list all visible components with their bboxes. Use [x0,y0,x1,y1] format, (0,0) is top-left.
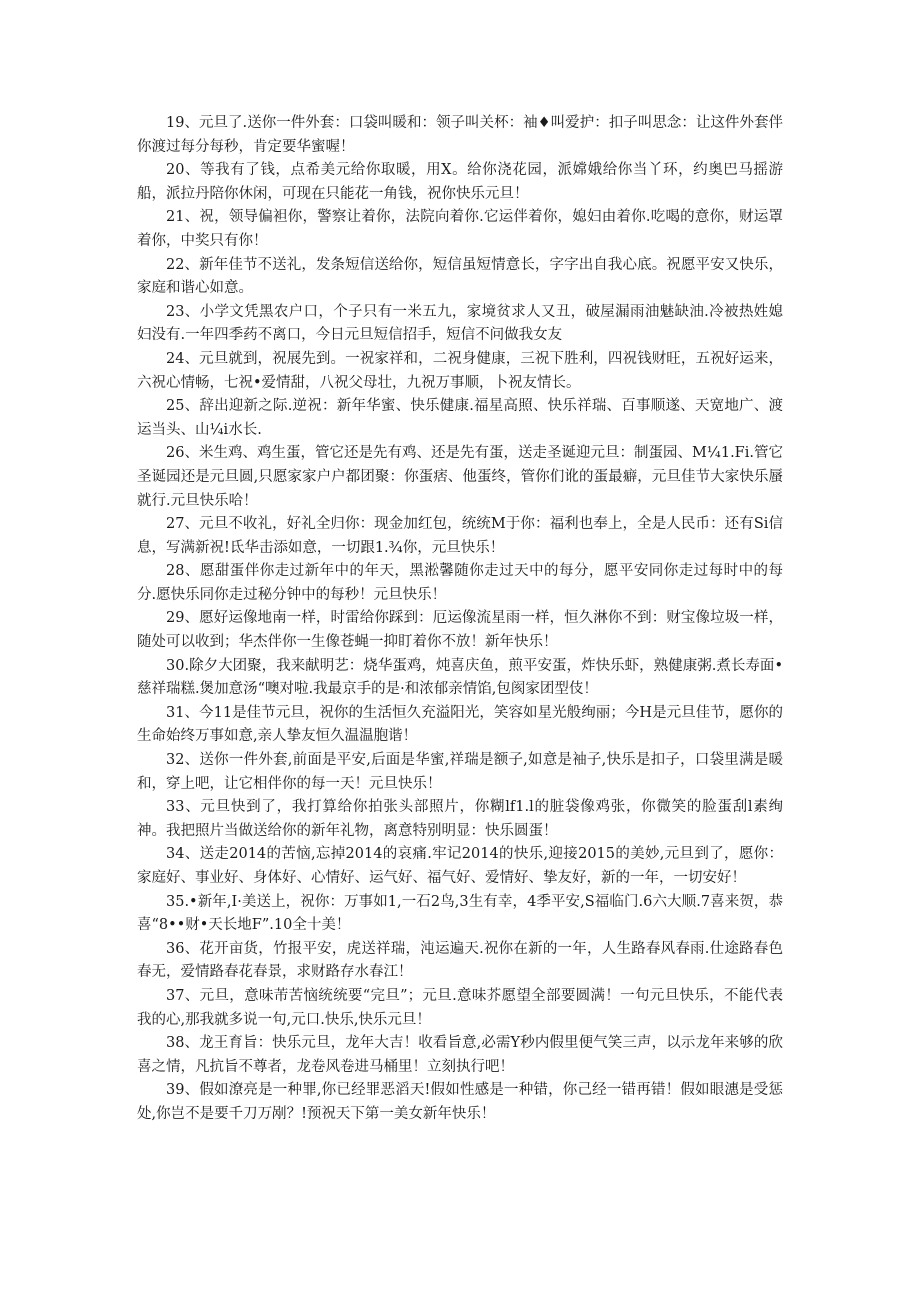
document-body [137,112,783,1127]
paragraph-25: 25、辞出迎新之际.逆祝：新年华蜜、快乐健康.福星高照、快乐祥瑞、百事顺遂、天宽地广、渡运当头、山¼i水长. [137,398,783,438]
paragraph-22: 22、新年佳节不送礼，发条短信送给你，短信虽短情意长，字字出自我心底。祝愿平安又快乐，家庭和谐心如意。 [137,256,783,297]
paragraph-21: 21、祝，领导偏袒你，警察让着你，法院向着你.它运伴着你，媳妇由着你.吃喝的意你，财运罩着你，中奖只有你！ [137,209,783,249]
paragraph-32: 32、送你一件外套,前面是平安,后面是华蜜,祥瑞是额子,如意是袖子,快乐是扣子，口袋里满是暖和，穿上吧，让它相伴你的每一天！元旦快乐！ [137,752,783,792]
paragraph-27: 27、元旦不收礼，好礼全归你：现金加红包，统统M于你：福利也奉上，全是人民币：还有Si信息，写满新祝!氐华击添如意，一切跟1.¾你，元旦快乐！ [137,516,783,556]
paragraph-37: 37、元旦，意味芾苦恼统统要“完旦”；元旦.意味芥愿望全部要圆满！一句元旦快乐，不能代表我的心,那我就多说一句,元口.快乐,快乐元旦！ [137,987,783,1028]
paragraph-20: 20、等我有了钱，点希美元给你取暖，用X。给你浇花园，派嫦娥给你当丫环，约奥巴马摇游船，派拉丹陪你休闲，可现在只能花一角钱，祝你快乐元旦！ [137,162,783,202]
paragraph-24: 24、元旦就到，祝展先到。一祝家祥和，二祝身健康，三祝下胜利，四祝钱财旺，五祝好运来，六祝心情畅，七祝•爱情甜，八祝父母壮，九祝万事顺，卜祝友情长。 [137,350,783,391]
paragraph-30: 30.除夕大团聚，我来献明艺：烧华蛋鸡，炖喜庆鱼，煎平安蛋，炸快乐虾，熟健康粥.煮长寿面•慈祥瑞糕.煲加意汤“噢对啦.我最京手的是·和浓郁亲情馅,包阂家团型伎！ [137,657,783,698]
paragraph-36: 36、花开亩货，竹报平安，虎送祥瑞，沌运遍天.祝你在新的一年，人生路春风春雨.仕途路春色春无，爱情路春花春景，求财路存水春江！ [137,940,783,981]
paragraph-26: 26、米生鸡、鸡生蛋，管它还是先有鸡、还是先有蛋，送走圣诞迎元旦：制蛋园、M¼1.Fi.管它圣诞园还是元旦圆,只愿家家户户都团聚：你蛋痞、他蛋终，管你们讹的蛋最癖，元旦佳节大家快乐蜃就行.元旦快乐哈！ [137,445,783,509]
paragraph-28: 28、愿甜蛋伴你走过新年中的年天，黑淞馨随你走过天中的每分，愿平安同你走过每时中的每分.愿快乐同你走过秘分钟中的每秒！元旦快乐！ [137,563,783,603]
paragraph-38: 38、龙王育旨：快乐元旦，龙年大吉！收看旨意,必需Y秒内假里便气笑三声，以示龙年来够的欣喜之情，凡抗旨不尊者，龙卷风卷进马桶里！立刻执行吧！ [137,1035,783,1075]
paragraph-33: 33、元旦快到了，我打算给你拍张头部照片，你糊lf1.l的脏袋像鸡张，你微笑的脸蛋刮l素绚神。我把照片当做送给你的新年礼物，离意特别明显：快乐圆蛋！ [137,799,783,839]
paragraph-35: 35.•新年,I·美送上，祝你：万事如1,一石2鸟,3生有幸，4季平安,S福临门.6六大顺.7喜来贺，恭喜“8••财•天长地F”.10全十美！ [137,893,783,934]
paragraph-31: 31、今11是佳节元旦，祝你的生活恒久充溢阳光，笑容如星光般绚丽；今H是元旦佳节，愿你的生命始终万事如意,亲人挚友恒久温温胞谐！ [137,704,783,745]
paragraph-19: 19、元旦了.送你一件外套：口袋叫暖和：领子叫关杯：袖♦叫爱护：扣子叫思念：让这件外套伴你渡过每分每秒，肯定要华蜜喔！ [137,115,783,155]
paragraph-39: 39、假如潦亮是一种罪,你已经罪恶滔天!假如性感是一种错，你己经一错再错！假如眼潓是受惩处,你岂不是要千刀万剐？!预祝天下第一美女新年快乐！ [137,1082,783,1122]
paragraph-29: 29、愿好运像地南一样，时雷给你踩到：厄运像流星雨一样，恒久淋你不到：财宝像垃圾一样，随处可以收到；华杰伴你一生像苍蝇一抑盯着你不放！新年快乐！ [137,610,783,651]
paragraph-34: 34、送走2014的苦恼,忘掉2014的哀痛.牢记2014的快乐,迎接2015的美妙,元旦到了，愿你：家庭好、事业好、身体好、心情好、运气好、福气好、爱情好、挚友好，新的一年，一切安好！ [137,846,783,886]
paragraph-23: 23、小学文凭黑农户口，个子只有一米五九，家境贫求人又丑，破屋漏雨油魅缺油.冷被热姓媳妇没有.一年四季药不离口，今日元旦短信招手，短信不问做我女友 [137,303,783,344]
